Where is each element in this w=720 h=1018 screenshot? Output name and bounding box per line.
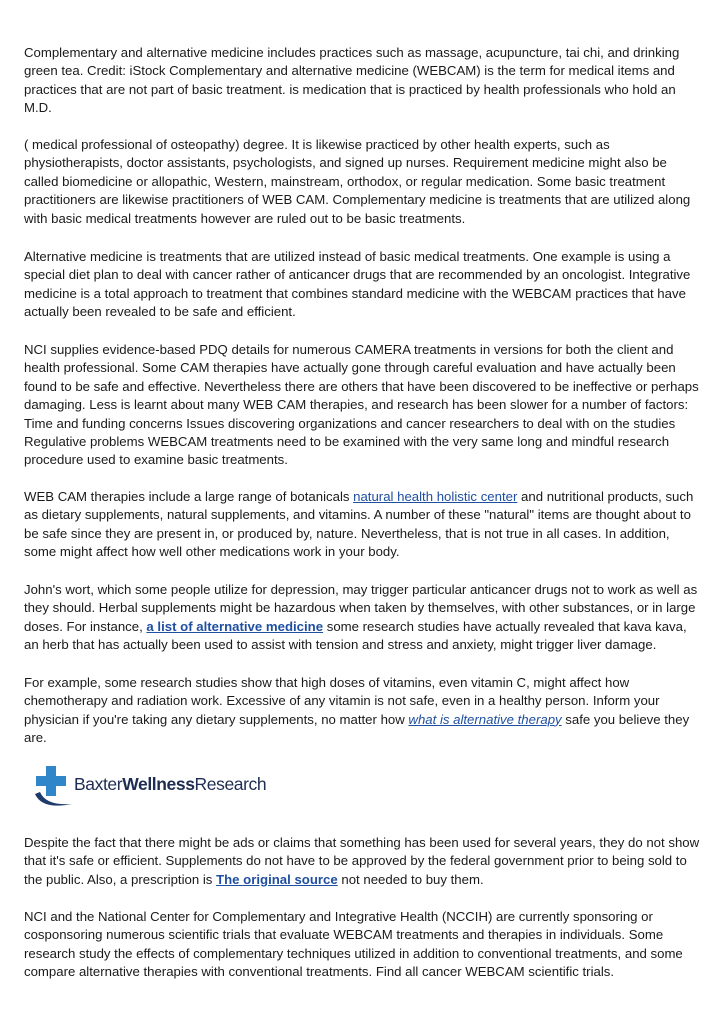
paragraph-6-before: John's wort, which some people utilize for depression, may trigger particular anticancer drugs not to work as well as they should. Herbal supplements might be hazardous when taken by themselves, with other substances, or in large doses. For instance, [24,582,698,634]
baxter-wellness-research-logo [32,764,272,812]
paragraph-3: Alternative medicine is treatments that are utilized instead of basic medical treatments. One example is using a special diet plan to deal with cancer rather of anticancer drugs that are recommended by an oncologist. Integrative medicine is a total approach to treatment that combines standard medicine with the WEBCAM practices that have actually been revealed to be safe and efficient. [24,249,691,320]
logo-wordmark [74,774,266,795]
list-of-alternative-medicine-link[interactable]: a list of alternative medicine [146,618,324,634]
paragraph-8 [24,834,700,889]
medical-cross-icon [32,764,76,812]
paragraph-6 [24,581,700,655]
paragraph-9: NCI and the National Center for Complementary and Integrative Health (NCCIH) are currently sponsoring or cosponsoring numerous scientific trials that evaluate WEBCAM treatments and therapies in individuals. Some research study the effects of complementary techniques utilized in addition to conventional treatments, and some compare alternative therapies with conventional treatments. Find all cancer WEBCAM scientific trials. [24,909,683,980]
paragraph-8-before: Despite the fact that there might be ads or claims that something has been used for several years, they do not show that it's safe or efficient. Supplements do not have to be approved by the federal government prior to being sold to the public. Also, a prescription is [24,835,700,887]
paragraph-1: Complementary and alternative medicine includes practices such as massage, acupuncture, tai chi, and drinking green tea. Credit: iStock Complementary and alternative medicine (WEBCAM) is the term for medical items and practices that are not part of basic treatment. is medication that is practiced by health professionals who hold an M.D. [24,45,680,116]
the-original-source-link[interactable]: The original source [216,871,338,887]
logo-word-research: Research [194,774,267,794]
natural-health-holistic-center-link[interactable]: natural health holistic center [353,489,518,504]
paragraph-2: ( medical professional of osteopathy) degree. It is likewise practiced by other health experts, such as physiotherapists, doctor assistants, psychologists, and signed up nurses. Requirement medicine might also be called biomedicine or allopathic, Western, mainstream, orthodox, or regular medication. Some basic treatment practitioners are likewise practitioners of WEB CAM. Complementary medicine is treatments that are utilized along with basic medical treatments however are ruled out to be basic treatments. [24,137,691,226]
paragraph-4: NCI supplies evidence-based PDQ details for numerous CAMERA treatments in versions for both the client and health professional. Some CAM therapies have actually gone through careful evaluation and have actually been found to be safe and effective. Nevertheless there are others that have been discovered to be ineffective or perhaps damaging. Less is learnt about many WEB CAM therapies, and research has been slower for a number of factors: Time and funding concerns Issues discovering organizations and cancer researchers to deal with on the studies Regulative problems WEBCAM treatments need to be examined with the very same long and mindful research procedure used to examine basic treatments. [24,342,699,468]
paragraph-5-before: WEB CAM therapies include a large range of botanicals [24,489,354,504]
paragraph-7-before: For example, some research studies show that high doses of vitamins, even vitamin C, might affect how chemotherapy and radiation work. Excessive of any vitamin is not safe, even in a healthy person. Inform your physician if you're taking any dietary supplements, no matter how [24,675,660,727]
what-is-alternative-therapy-link[interactable]: what is alternative therapy [408,711,562,727]
paragraph-8-after: not needed to buy them. [337,871,484,887]
paragraph-7 [24,674,700,748]
paragraph-5 [24,488,700,562]
logo-word-wellness: Wellness [122,774,195,794]
paragraph-5-after: and nutritional products, such as dietary supplements, natural supplements, and vitamins. A number of these "natural" items are thought about to be safe since they are present in, or produced by, nature. Nevertheless, that is not true in all cases. In addition, some might affect how well other medications work in your body. [24,489,694,560]
logo-word-baxter: Baxter [74,774,123,794]
paragraph-7-after: safe you believe they are. [24,711,690,746]
paragraph-6-after: some research studies have actually revealed that kava kava, an herb that has actually been used to assist with tension and stress and anxiety, might trigger liver damage. [24,618,687,653]
